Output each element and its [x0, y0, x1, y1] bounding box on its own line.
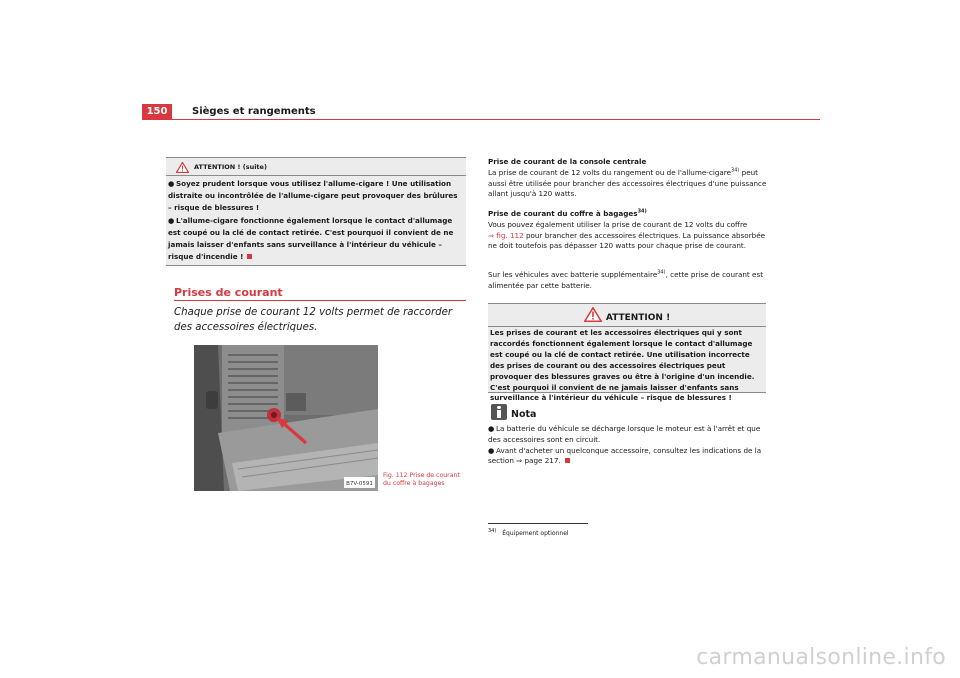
warning-heading — [176, 161, 267, 173]
footnote-mark: 34) — [488, 528, 497, 534]
footnote-divider — [488, 523, 588, 524]
console-socket-text — [488, 168, 768, 200]
figure-caption-line: du coffre à bagages — [383, 480, 445, 488]
section-title: Prises de courant — [174, 286, 283, 299]
text-span: Vous pouvez également utiliser la prise de courant de 12 volts du coffre — [488, 219, 748, 229]
footnote-ref: 34) — [637, 208, 647, 215]
trunk-power-socket-photo — [194, 345, 378, 491]
header-divider — [172, 119, 820, 120]
text-span: , cette prise de courant est alimentée par cette batterie. — [488, 270, 764, 290]
console-socket-heading: Prise de courant de la console centrale — [488, 157, 647, 166]
page-header-title: Sièges et rangements — [192, 106, 316, 117]
section-divider — [174, 300, 466, 301]
battery-paragraph — [488, 270, 768, 292]
warning-item-text: L'allume-cigare fonctionne également lorsque le contact d'allumage est coupé ou la clé de contact retirée. C'est pourquoi il convient de ne jamais laisser d'enfants sans surveillance à l'intérieur du véhicule – risque d'incendie ! — [168, 216, 454, 261]
footnote-text: Équipement optionnel — [502, 530, 569, 537]
warning-triangle-icon — [584, 307, 602, 322]
warning-item-text: Soyez prudent lorsque vous utilisez l'allume-cigare ! Une utilisation distraite ou incontrôlée de l'allume-cigare peut provoquer des brûlures – risque de blessures ! — [168, 179, 458, 212]
bullet-icon: ● — [488, 445, 495, 455]
figure-code: B7V-0591 — [346, 481, 373, 487]
page-link[interactable]: ⇒ page 217. — [516, 456, 561, 466]
text-span: La prise de courant de 12 volts du rangement ou de l'allume-cigare — [488, 167, 732, 177]
footnote-ref: 34) — [731, 167, 740, 174]
info-icon — [491, 404, 507, 420]
attention-heading-divider — [488, 326, 766, 327]
console-socket-paragraph — [488, 157, 768, 200]
trunk-socket-heading — [488, 209, 768, 220]
end-of-section-icon — [565, 458, 570, 463]
attention-heading — [488, 307, 766, 327]
nota-list — [488, 424, 768, 467]
page-number: 150 — [142, 104, 172, 120]
attention-text: Les prises de courant et les accessoires électriques qui y sont raccordés fonctionnent également lorsque le contact d'allumage est coupé ou la clé de contact retirée. Une utilisation incorrecte des prises de courant ou des accessoires électriques peut provoquer des blessures graves ou être à l'origine d'un incendie. C'est pourquoi il convient de ne jamais laisser d'enfants sans surveillance à l'intérieur du véhicule – risque de blessures ! — [490, 328, 755, 403]
bullet-icon: ● — [488, 424, 495, 433]
text-span: pour brancher des accessoires électriques. La puissance absorbée ne doit toutefois pas dépasser 120 watts pour chaque prise de courant. — [488, 230, 766, 251]
footnote — [488, 529, 569, 538]
nota-item-text: La batterie du véhicule se décharge lorsque le moteur est à l'arrêt et que des accessoires sont en circuit. — [488, 424, 761, 444]
warning-triangle-icon — [176, 162, 189, 173]
nota-item-text: Avant d'acheter un quelconque accessoire, consultez les indications de la section — [488, 445, 762, 466]
warning-heading-divider — [166, 175, 466, 176]
nota-item — [488, 424, 768, 446]
nota-heading-text: Nota — [511, 409, 537, 420]
text-span: peut aussi être utilisée pour brancher des accessoires électriques d'une puissance allant jusqu'à 120 watts. — [488, 167, 767, 199]
end-of-section-icon — [247, 254, 252, 259]
warning-box-continued — [166, 157, 466, 266]
section-subtitle: Chaque prise de courant 12 volts permet de raccorder des accessoires électriques. — [174, 307, 453, 333]
attention-heading-text: ATTENTION ! — [605, 313, 671, 323]
warning-heading-text: ATTENTION ! (suite) — [194, 163, 267, 171]
battery-text — [488, 270, 768, 292]
trunk-socket-paragraph — [488, 209, 768, 252]
attention-box — [488, 303, 766, 403]
text-span: Prise de courant du coffre à bagages — [488, 209, 638, 218]
warning-text — [168, 178, 460, 265]
figure-caption — [383, 472, 468, 489]
text-span: Sur les véhicules avec batterie supplémentaire — [488, 270, 658, 279]
footnote-ref: 34) — [657, 269, 666, 276]
watermark: carmanualsonline.info — [696, 645, 946, 670]
warning-item — [168, 178, 460, 213]
bullet-icon: ● — [168, 216, 175, 226]
trunk-socket-text — [488, 220, 768, 252]
nota-item — [488, 446, 768, 468]
nota-heading — [491, 404, 536, 420]
warning-item — [168, 215, 460, 262]
figure-caption-line: Fig. 112 Prise de courant — [383, 472, 460, 479]
figure-link[interactable]: ⇒ fig. 112 — [488, 230, 524, 240]
bullet-icon: ● — [168, 179, 175, 188]
